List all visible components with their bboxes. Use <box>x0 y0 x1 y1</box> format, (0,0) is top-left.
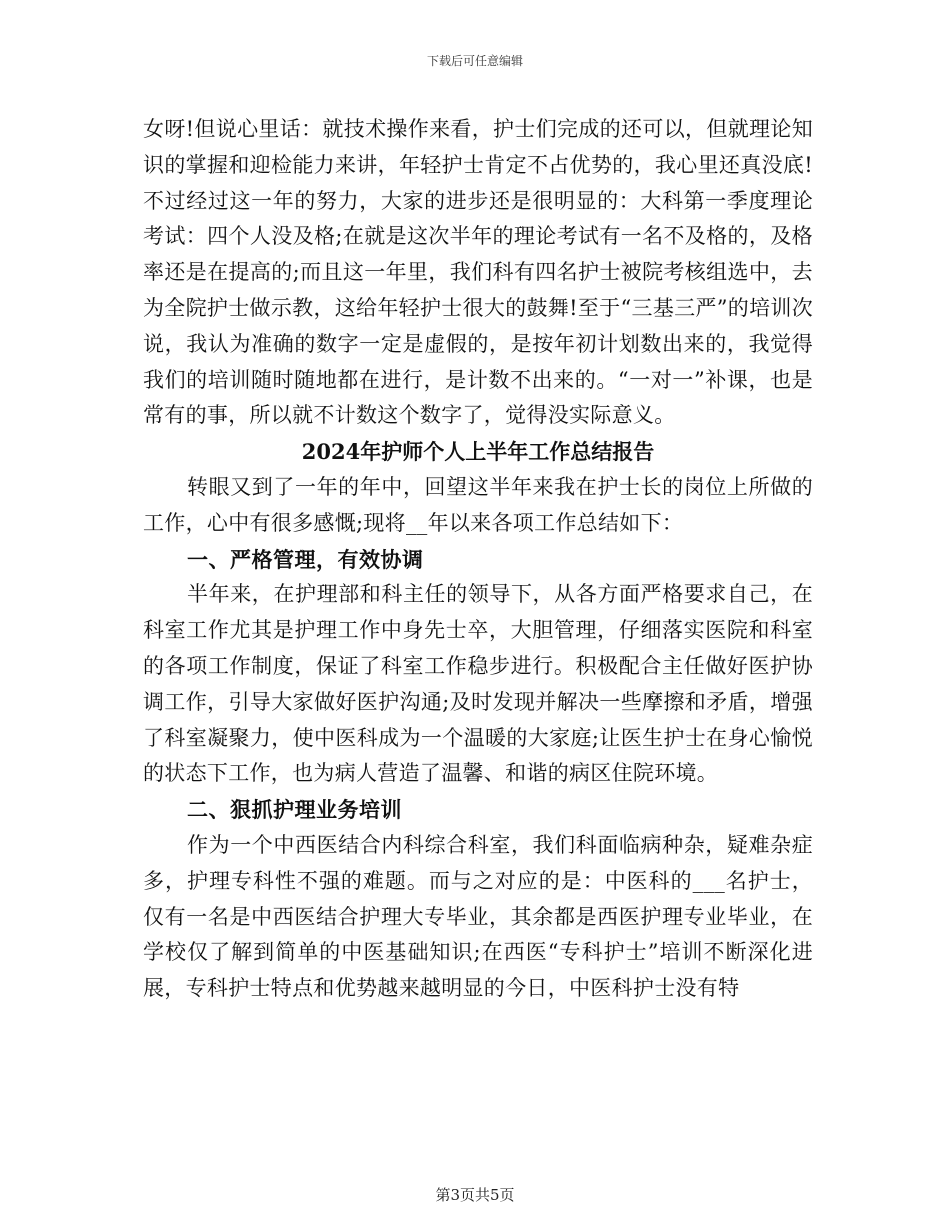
page-number: 第3页共5页 <box>435 1186 515 1204</box>
section-1-paragraph: 半年来，在护理部和科主任的领导下，从各方面严格要求自己，在科室工作尤其是护理工作中身先士卒，大胆管理，仔细落实医院和科室的各项工作制度，保证了科室工作稳步进行。积极配合主任做好医护协调工作，引导大家做好医护沟通;及时发现并解决一些摩擦和矛盾，增强了科室凝聚力，使中医科成为一个温暖的大家庭;让医生护士在身心愉悦的状态下工作，也为病人营造了温馨、和谐的病区住院环境。 <box>143 582 813 786</box>
document-title: 2024年护师个人上半年工作总结报告 <box>301 439 655 465</box>
intro-paragraph: 女呀!但说心里话：就技术操作来看，护士们完成的还可以，但就理论知识的掌握和迎检能力来讲，年轻护士肯定不占优势的，我心里还真没底!不过经过这一年的努力，大家的进步还是很明显的：大科第一季度理论考试：四个人没及格;在就是这次半年的理论考试有一名不及格的，及格率还是在提高的;而且这一年里，我们科有四名护士被院考核组选中，去为全院护士做示教，这给年轻护士很大的鼓舞!至于“三基三严”的培训次说，我认为准确的数字一定是虚假的，是按年初计划数出来的，我觉得我们的培训随时随地都在进行，是计数不出来的。“一对一”补课，也是常有的事，所以就不计数这个数字了，觉得没实际意义。 <box>143 117 813 428</box>
page-header-note: 下载后可任意编辑 <box>426 54 523 68</box>
document-body <box>143 112 813 1007</box>
opening-paragraph: 转眼又到了一年的年中，回望这半年来我在护士长的岗位上所做的工作，心中有很多感慨;现将__年以来各项工作总结如下： <box>143 474 813 535</box>
section-1-heading: 一、严格管理，有效协调 <box>187 546 424 572</box>
section-2-paragraph: 作为一个中西医结合内科综合科室，我们科面临病种杂，疑难杂症多，护理专科性不强的难题。而与之对应的是：中医科的___名护士，仅有一名是中西医结合护理大专毕业，其余都是西医护理专业毕业，在学校仅了解到简单的中医基础知识;在西医“专科护士”培训不断深化进展，专科护士特点和优势越来越明显的今日，中医科护士没有特 <box>143 832 813 1001</box>
section-2-heading: 二、狠抓护理业务培训 <box>187 797 402 823</box>
